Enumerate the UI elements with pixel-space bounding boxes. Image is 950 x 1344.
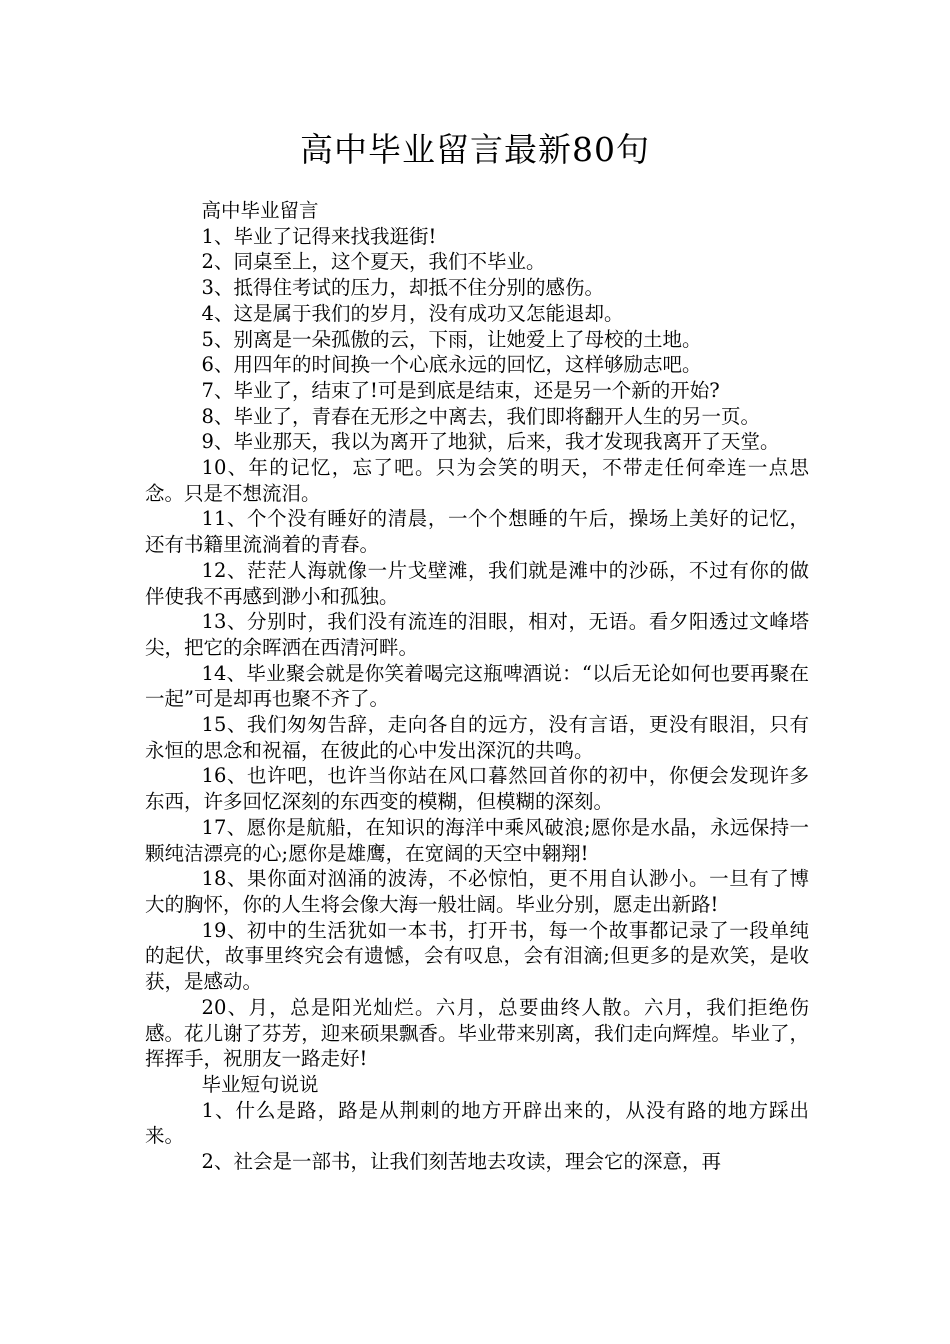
paragraph: 10、年的记忆，忘了吧。只为会笑的明天，不带走任何牵连一点思念。只是不想流泪。 [145, 456, 809, 505]
document-body [145, 198, 809, 1175]
paragraph: 7、毕业了，结束了!可是到底是结束，还是另一个新的开始? [201, 378, 720, 402]
paragraph: 12、茫茫人海就像一片戈壁滩，我们就是滩中的沙砾，不过有你的做伴使我不再感到渺小和孤独。 [145, 558, 809, 608]
paragraph: 20、月，总是阳光灿烂。六月，总要曲终人散。六月，我们拒绝伤感。花儿谢了芬芳，迎来硕果飘香。毕业带来别离，我们走向辉煌。毕业了，挥挥手，祝朋友一路走好! [145, 995, 809, 1071]
paragraph: 3、抵得住考试的压力，却抵不住分别的感伤。 [201, 276, 604, 300]
paragraph: 2、社会是一部书，让我们刻苦地去攻读，理会它的深意，再 [201, 1150, 721, 1174]
document-title: 高中毕业留言最新80句 [300, 130, 650, 169]
section-heading: 高中毕业留言 [201, 199, 319, 222]
paragraph: 4、这是属于我们的岁月，没有成功又怎能退却。 [201, 301, 624, 325]
paragraph: 11、个个没有睡好的清晨，一个个想睡的午后，操场上美好的记忆，还有书籍里流淌着的青春。 [145, 507, 809, 557]
paragraph: 6、用四年的时间换一个心底永远的回忆，这样够励志吧。 [201, 353, 702, 377]
paragraph: 16、也许吧，也许当你站在风口暮然回首你的初中，你便会发现许多东西，许多回忆深刻的东西变的模糊，但模糊的深刻。 [145, 764, 809, 814]
paragraph: 5、别离是一朵孤傲的云，下雨，让她爱上了母校的土地。 [201, 327, 702, 351]
paragraph: 8、毕业了，青春在无形之中离去，我们即将翻开人生的另一页。 [201, 404, 760, 428]
paragraph: 13、分别时，我们没有流连的泪眼，相对，无语。看夕阳透过文峰塔尖，把它的余晖洒在西清河畔。 [145, 610, 809, 659]
paragraph: 18、果你面对汹涌的波涛，不必惊怕，更不用自认渺小。一旦有了博大的胸怀，你的人生将会像大海一般壮阔。毕业分别，愿走出新路! [145, 867, 809, 916]
paragraph: 9、毕业那天，我以为离开了地狱，后来，我才发现我离开了天堂。 [201, 430, 780, 454]
paragraph: 14、毕业聚会就是你笑着喝完这瓶啤酒说：“以后无论如何也要再聚在一起”可是却再也聚不齐了。 [145, 661, 809, 711]
section-heading: 毕业短句说说 [201, 1072, 319, 1096]
paragraph: 1、什么是路，路是从荆刺的地方开辟出来的，从没有路的地方踩出来。 [145, 1098, 809, 1148]
paragraph: 2、同桌至上，这个夏天，我们不毕业。 [201, 250, 546, 274]
paragraph: 17、愿你是航船，在知识的海洋中乘风破浪;愿你是水晶，永远保持一颗纯洁漂亮的心;愿你是雄鹰，在宽阔的天空中翱翔! [145, 815, 809, 865]
paragraph: 1、毕业了记得来找我逛街! [201, 224, 437, 248]
paragraph: 15、我们匆匆告辞，走向各自的远方，没有言语，更没有眼泪，只有永恒的思念和祝福，在彼此的心中发出深沉的共鸣。 [145, 713, 809, 762]
paragraph: 19、初中的生活犹如一本书，打开书，每一个故事都记录了一段单纯的起伏，故事里终究会有遗憾，会有叹息，会有泪滴;但更多的是欢笑，是收获，是感动。 [145, 918, 809, 994]
